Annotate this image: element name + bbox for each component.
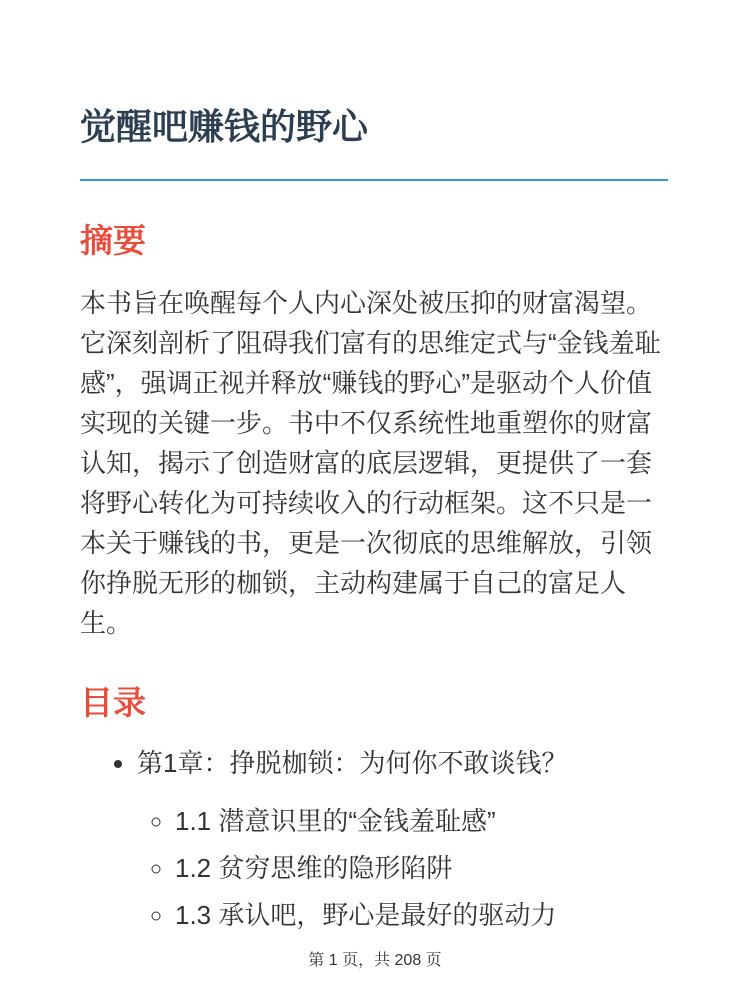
page-footer: 第 1 页，共 208 页 xyxy=(308,951,442,969)
toc-chapter-label: 第1章：挣脱枷锁：为何你不敢谈钱？ xyxy=(137,748,568,779)
toc-section-list xyxy=(137,804,668,932)
toc-section-item: ◦ 1.3 承认吧，野心是最好的驱动力 xyxy=(175,898,668,932)
abstract-heading: 摘要 xyxy=(80,222,146,259)
toc-heading: 目录 xyxy=(80,683,146,721)
abstract-paragraph: 本书旨在唤醒每个人内心深处被压抑的财富渴望。它深刻剖析了阻碍我们富有的思维定式与“金钱羞耻感”，强调正视并释放“赚钱的野心”是驱动个人价值实现的关键一步。书中不仅系统性地重塑你的财富认知，揭示了创造财富的底层逻辑，更提供了一套将野心转化为可持续收入的行动框架。这不只是一本关于赚钱的书，更是一次彻底的思维解放，引领你挣脱无形的枷锁，主动构建属于自己的富足人生。 xyxy=(80,287,661,638)
toc-list xyxy=(80,746,668,932)
toc-section-item: ◦ 1.2 贫穷思维的隐形陷阱 xyxy=(175,851,668,885)
document-title: 觉醒吧赚钱的野心 xyxy=(80,104,668,181)
toc-chapter-item xyxy=(137,746,668,932)
toc-section-item: ◦ 1.1 潜意识里的“金钱羞耻感” xyxy=(175,804,668,838)
